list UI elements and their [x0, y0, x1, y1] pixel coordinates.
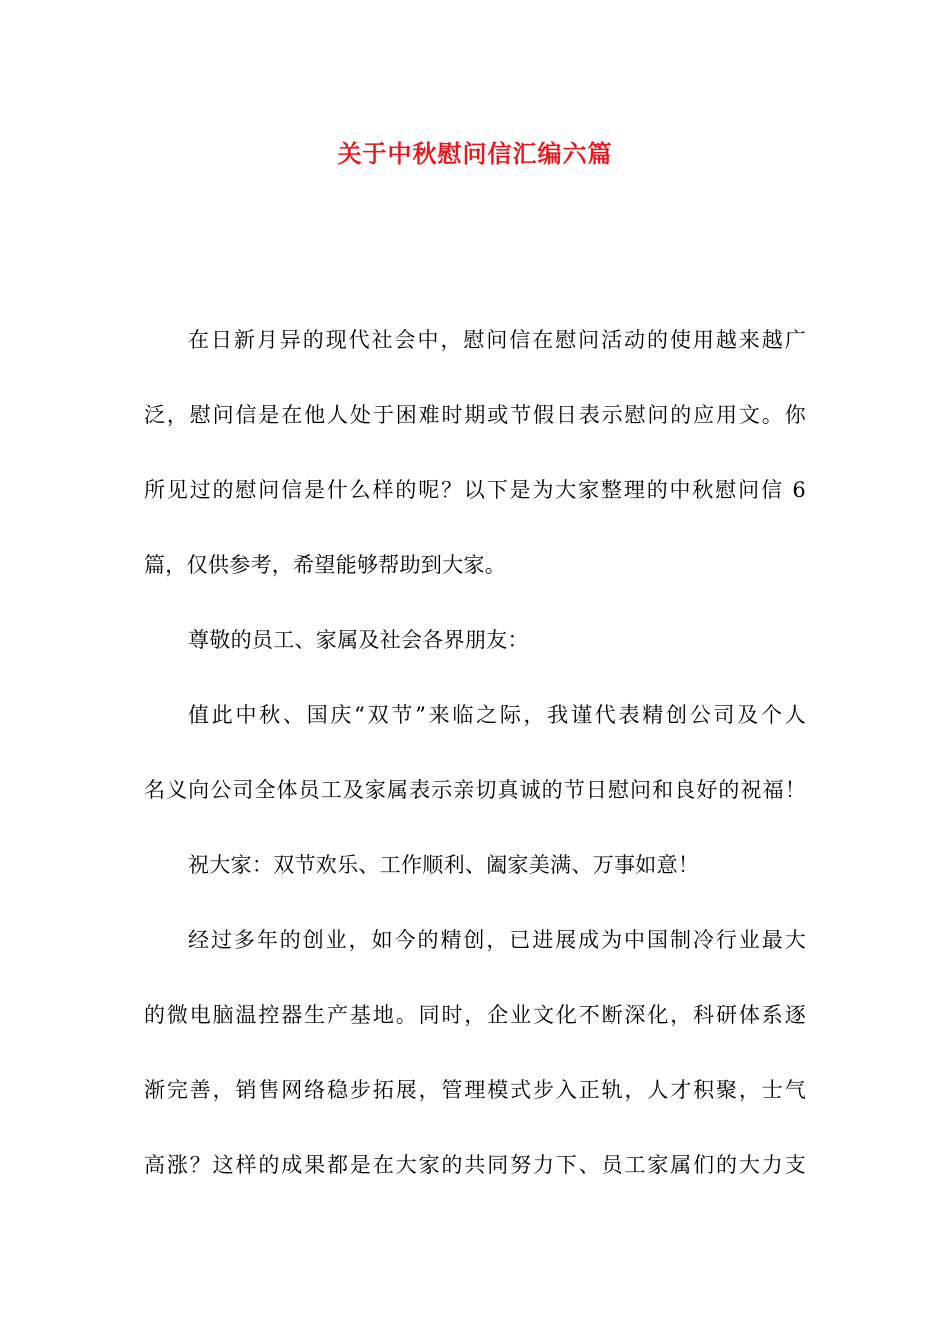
body-line: 值此中秋、国庆“双节”来临之际，我谨代表精创公司及个人	[188, 703, 806, 727]
body-line: 名义向公司全体员工及家属表示亲切真诚的节日慰问和良好的祝福！	[144, 778, 806, 802]
body-line: 高涨？这样的成果都是在大家的共同努力下、员工家属们的大力支	[144, 1153, 806, 1177]
body-line: 泛，慰问信是在他人处于困难时期或节假日表示慰问的应用文。你	[144, 403, 806, 427]
body-line: 经过多年的创业，如今的精创，已进展成为中国制冷行业最大	[188, 928, 806, 952]
body-line: 在日新月异的现代社会中，慰问信在慰问活动的使用越来越广	[188, 328, 806, 352]
body-line: 所见过的慰问信是什么样的呢？以下是为大家整理的中秋慰问信 6	[144, 478, 806, 502]
body-line: 渐完善，销售网络稳步拓展，管理模式步入正轨，人才积聚，士气	[144, 1078, 806, 1102]
body-line: 篇，仅供参考，希望能够帮助到大家。	[144, 553, 507, 577]
greeting-line: 祝大家：双节欢乐、工作顺利、阖家美满、万事如意！	[188, 853, 700, 877]
salutation-line: 尊敬的员工、家属及社会各界朋友：	[188, 628, 529, 652]
body-line: 的微电脑温控器生产基地。同时，企业文化不断深化，科研体系逐	[144, 1003, 806, 1027]
document-body	[144, 316, 806, 1216]
document-title: 关于中秋慰问信汇编六篇	[337, 140, 613, 168]
